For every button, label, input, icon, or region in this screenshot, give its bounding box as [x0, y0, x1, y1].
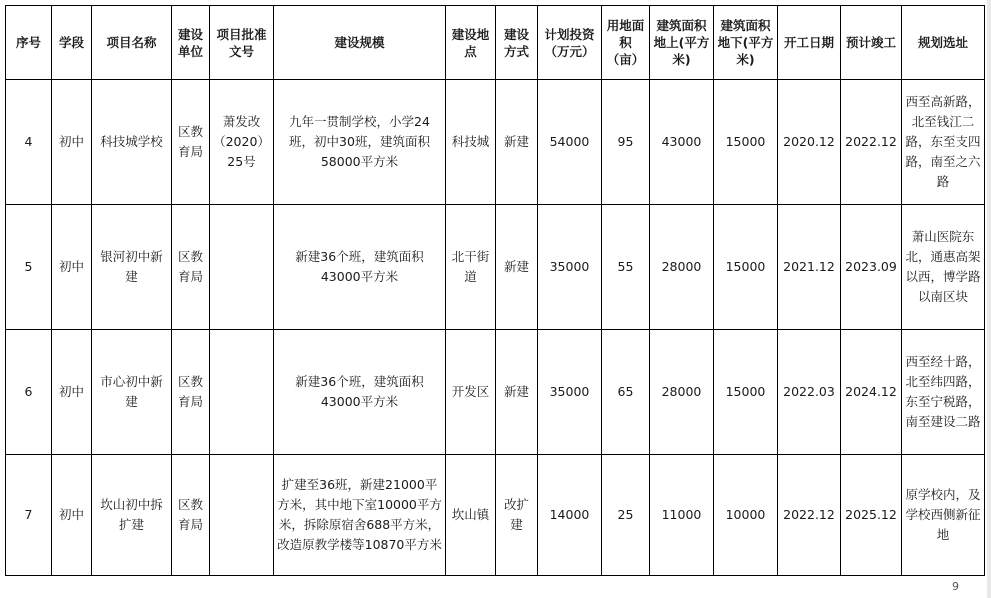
land-cell: 25	[602, 455, 650, 576]
stage-cell: 初中	[52, 455, 92, 576]
finish-date-cell: 2024.12	[841, 330, 902, 455]
area-above-cell: 11000	[650, 455, 714, 576]
unit-cell: 区教育局	[172, 205, 210, 330]
project-name-cell: 坎山初中拆扩建	[92, 455, 172, 576]
unit-cell: 区教育局	[172, 80, 210, 205]
table-row	[6, 330, 985, 455]
area-below-cell: 15000	[714, 205, 778, 330]
area-below-cell: 10000	[714, 455, 778, 576]
project-name-cell: 市心初中新建	[92, 330, 172, 455]
mode-cell: 新建	[496, 80, 538, 205]
location-cell: 北干街道	[446, 205, 496, 330]
mode-cell: 改扩建	[496, 455, 538, 576]
header-cell: 预计竣工	[841, 6, 902, 80]
approval-cell	[210, 330, 274, 455]
finish-date-cell: 2022.12	[841, 80, 902, 205]
approval-cell: 萧发改（2020）25号	[210, 80, 274, 205]
finish-date-cell: 2023.09	[841, 205, 902, 330]
finish-date-cell: 2025.12	[841, 455, 902, 576]
scale-cell: 扩建至36班，新建21000平方米，其中地下室10000平方米，拆除原宿舍688平方米，改造原教学楼等10870平方米	[274, 455, 446, 576]
header-row	[6, 6, 985, 80]
seq-cell: 4	[6, 80, 52, 205]
site-cell: 西至高新路，北至钱江二路，东至支四路，南至之六路	[902, 80, 985, 205]
start-date-cell: 2021.12	[778, 205, 841, 330]
location-cell: 开发区	[446, 330, 496, 455]
header-cell: 学段	[52, 6, 92, 80]
area-above-cell: 43000	[650, 80, 714, 205]
project-name-cell: 科技城学校	[92, 80, 172, 205]
header-cell: 规划选址	[902, 6, 985, 80]
stage-cell: 初中	[52, 80, 92, 205]
scale-cell: 新建36个班，建筑面积43000平方米	[274, 205, 446, 330]
investment-cell: 35000	[538, 330, 602, 455]
scale-cell: 九年一贯制学校，小学24班，初中30班，建筑面积58000平方米	[274, 80, 446, 205]
approval-cell	[210, 455, 274, 576]
area-below-cell: 15000	[714, 80, 778, 205]
header-cell: 建设地点	[446, 6, 496, 80]
land-cell: 95	[602, 80, 650, 205]
header-cell: 开工日期	[778, 6, 841, 80]
stage-cell: 初中	[52, 205, 92, 330]
scale-cell: 新建36个班，建筑面积43000平方米	[274, 330, 446, 455]
start-date-cell: 2020.12	[778, 80, 841, 205]
header-cell: 项目批准文号	[210, 6, 274, 80]
header-cell: 建筑面积地下(平方米)	[714, 6, 778, 80]
stage-cell: 初中	[52, 330, 92, 455]
investment-cell: 54000	[538, 80, 602, 205]
area-above-cell: 28000	[650, 205, 714, 330]
unit-cell: 区教育局	[172, 455, 210, 576]
table-row	[6, 205, 985, 330]
mode-cell: 新建	[496, 330, 538, 455]
seq-cell: 6	[6, 330, 52, 455]
location-cell: 科技城	[446, 80, 496, 205]
mode-cell: 新建	[496, 205, 538, 330]
page-number: 9	[952, 580, 959, 593]
location-cell: 坎山镇	[446, 455, 496, 576]
project-table	[5, 5, 985, 576]
seq-cell: 5	[6, 205, 52, 330]
header-cell: 建设方式	[496, 6, 538, 80]
unit-cell: 区教育局	[172, 330, 210, 455]
header-cell: 建筑面积地上(平方米)	[650, 6, 714, 80]
area-above-cell: 28000	[650, 330, 714, 455]
header-cell: 计划投资（万元）	[538, 6, 602, 80]
site-cell: 原学校内，及学校西侧新征地	[902, 455, 985, 576]
investment-cell: 14000	[538, 455, 602, 576]
site-cell: 西至经十路，北至纬四路，东至宁税路，南至建设二路	[902, 330, 985, 455]
window-edge	[987, 0, 991, 598]
seq-cell: 7	[6, 455, 52, 576]
table-row	[6, 455, 985, 576]
site-cell: 萧山医院东北，通惠高架以西，博学路以南区块	[902, 205, 985, 330]
header-cell: 项目名称	[92, 6, 172, 80]
start-date-cell: 2022.03	[778, 330, 841, 455]
land-cell: 65	[602, 330, 650, 455]
land-cell: 55	[602, 205, 650, 330]
start-date-cell: 2022.12	[778, 455, 841, 576]
header-cell: 序号	[6, 6, 52, 80]
header-cell: 用地面积（亩）	[602, 6, 650, 80]
approval-cell	[210, 205, 274, 330]
header-cell: 建设单位	[172, 6, 210, 80]
header-cell: 建设规模	[274, 6, 446, 80]
investment-cell: 35000	[538, 205, 602, 330]
table-row	[6, 80, 985, 205]
area-below-cell: 15000	[714, 330, 778, 455]
project-name-cell: 银河初中新建	[92, 205, 172, 330]
